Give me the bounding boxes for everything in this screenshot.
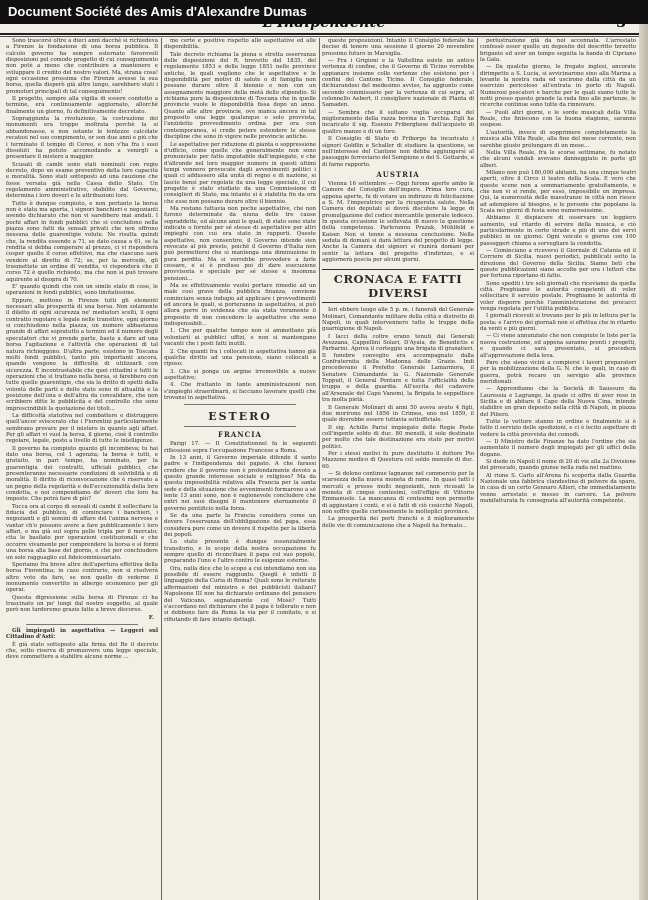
masthead-rule-thin (0, 36, 648, 37)
column-3 (322, 38, 474, 900)
column-divider (161, 38, 162, 900)
paragraph: Sono spediti i tre soli giornali che riceviamo da quella città. Preghiamo le autorità competenti di voler sollecitare il servizio postale. Preghiamo le autorità di voler disporre perchè l'amministrazione dei procacci venga regolata per l'utilità pubblica. (480, 280, 636, 313)
paragraph: Il sig. Achille Parisi impiegato delle Regie Poste coll'ingente soldo di duc. 80 mensili, il sole destinato per molto che tale destinazione era stato per motivi politici. (322, 424, 474, 450)
paragraph: Scusati di cambi sono stati nominati con regio decreto, dopo un esame preventivo della loro capacità e moralità. Sono stati sottoposti ad una cauzione che fosse versata già nella Cassa dello Stato. Un regolamento amministrativo, stabilito dal Governo, determina i loro doveri e le attribuzioni loro. (6, 161, 158, 200)
paragraph: — Cominciano a riceversi il Giornale di Catania ed il Corriere di Sicilia, nuovi periodici, pubblicati sotto la direzione del Governo della Sicilia. Siamo lieti che queste pubblicazioni siano accolte per ora i lettori che per fortuna riportano di fatto. (480, 248, 636, 280)
paragraph: — Fra i Grigioni e la Valtellina esiste un antico vertenza di confine, che il Governo di Ticino vorrebbe appianare insieme colle vertenze che esistono per i confini del Cantone Ticino. Il Consiglio federale, dichiarandosi del medesimo avviso, ha aggiunto come secondo commissario per la vertenza di cui sopra, al colonnello Aebert, il consigliere nazionale di Planta di Samaden. (322, 58, 474, 109)
paragraph: — Ci viene annunziato che non compiute le liste per la nuova costruzione, ed appena saranno pronti i progetti, e quando ci sarà presentato, si procederà all'approvazione della leva. (480, 333, 636, 359)
paragraph: Il progetto, sempre alla vigilia di essere condotto a termine, era continuamente aggiornato, allorchè finalmente un giorno, fu definitivamente decretato. (6, 96, 158, 115)
paragraph: Ieri ebbero luogo alle 5 p. m. i funerali del Generale Molinari, Comandante militare della città e distretto di Napoli, in quali intervennero tutte le truppe della guarnigione di Napoli. (322, 307, 474, 333)
column-1 (6, 38, 158, 900)
paragraph: 2. Che quanti fra i collocati in aspettativa hanno già qualche diritto ad una pensione, siano collocati a riposo; (164, 348, 316, 368)
paragraph: Il Consiglio di Stato di Friborgo ha incaricato i signori Goldlin e Schaller di studiare la questione, se nell'interesse del Cantone non debba aggiungersi al passaggio ferroviario del Sempione o del S. Gottardo, e di farne rapporto. (322, 136, 474, 168)
paragraph: Ma se effettivamente vuolsi portare rimedio ad un male così grave della pubblica finanza, conviene cominciare senza indugio ad applicare i provvedimenti ed ancora le quali, si porteranno in aspettativa, si può allora porre in evidenza che sia stata veramente il proposito di non concedere le aspettative che sono indispensabili... (164, 283, 316, 328)
paragraph: Speriamo fra breve altre dell'apertura effettiva della borsa Fiorentina; in caso contrario, non si risolverà altro voto da fare, se non quello di vederne il monumento convertito in albergo economico per gli operai. (6, 561, 158, 594)
article-lead: Gli impiegati in aspettativa — Leggeri sul Cittadino d'Asti: (6, 627, 158, 641)
paragraph: Sono trascorsi oltre a dieci anni dacchè si richiedeva a Firenze la fondazione di una borsa pubblica. Il calcolo governo ha sempre esternato favorevoli disposizioni pel comodo progetto di cui conseguimento non potè a meno che contribuire a mantenere e sviluppare il credito del nostro valori. Ma, strana cosa! ogni occasione prossima che Firenze avesse la sua borsa, quella disperò già altre lungo, sarebbero stati i promotori principali di tal conseguimento! (6, 38, 158, 95)
paragraph: E' quando quindi che con un simile stato di cose, le operazioni in fondi pubblici, sono limitatissime. (6, 284, 158, 297)
subheading-austria: AUSTRIA (376, 169, 420, 179)
newspaper-page (0, 15, 648, 900)
section-heading-cronaca: CRONACA E FATTI DIVERSI (322, 269, 474, 303)
separator-rule (184, 404, 296, 405)
column-divider (477, 38, 478, 900)
paragraph: Tutte le vetture stanno in ordine e finalmente si è fatto il servizio delle spedizioni, e ci è lecito aspettare di vedere la città provvista dei comodi. (480, 418, 636, 438)
page-number: 3 (616, 15, 626, 31)
section-heading-estero: ESTERO (208, 410, 272, 424)
paragraph: È già stato sottoposto alla firma del Re il decreto che, sotto riserva di promuovere una legge speciale, deve commettere a stabilire alcune norme ... (6, 641, 158, 661)
paragraph: Se da una parte la Francia considera come un dovere l'osservanza dell'obbligazione del papa, essa considera pure come un dovere il rispetto per la libertà dei popoli. (164, 513, 316, 539)
paragraph: — Puoli altri giorni, e le sorde musicali della Villa Reale, che finiscono con la buona stagione, saranno sospese. (480, 109, 636, 129)
paragraph: 1. Che per qualche tempo non si ammettano più volontarii ai pubblici uffizi, e non si mantengano vacanti che i posti fatti inutili. (164, 328, 316, 348)
paragraph: Tale decreto richiama la piena e stretta osservanza delle disposizioni del R. brevetto del 1835, del regolamento 1853 e della legge 1851 nelle province antiche, le quali vogliono che le aspettative e le disponibilità per motivi di salute o di famiglia non possano durare oltre il biennio e non con un assegnamento maggiore della metà dello stipendio. Si richiama pure la disposizione di Toscana che in quelle provincie vuole le disponibilità fissa dopo un anno. Quanto alle altre provincie, ove manca ancora in tal proposito una legge qualunque o solo provvista, l'anzidetto provvedimento ordina per ora con contemporanea, si crede potere estendere le stesse discipline che sono in vigore nelle provincie antiche. (164, 51, 316, 141)
signature: F. (148, 614, 154, 621)
paragraph: Sopraggiunta la rivoluzione, la costruzione dei monumenti era troppo inoltrata perchè la si abbandonasse, e non ostante le lentezze calcolate recatosi nel suo compimento, or son due anni e più che i terminato il tempio di Cereo, e non v'ha fra i suoi dissoluti ha potuto accomodando a venirgli a presentare il mistero a maggior. (6, 116, 158, 161)
paragraph: La difficoltà statutiva nel combattere e distruggere quell'ancor sviscerato che i Fiorentini particolarmente sembrano provare per il mistero in quanto agli affari. Per gli affari vi vuol la borsa, il giorno, cioè il controllo regolare, legale, posto a livello di tutte le intelligenze. (6, 412, 158, 445)
paragraph: Il governo ha compiuto quanto gli incombeva; tu hai dato una borsa, col 1 agenzia; la borsa è tutti, e gratuito, in pari tempo, ha nominato, per la guarentigia dei contratti, ufficiali pubblici, che presenteranno necessarie condizioni di solvibilità e di moralità. Il diritto di riconvocazione che è riservato a un pegno della regolarità e dell'eccezionalità della loro condotta, e noi compendiamo de' doveri che loro ha imposto. Che potrà fare di più? (6, 445, 158, 503)
paragraph: queste proposizioni. Intanto il Consiglio federale ha deciso di tenere una sessione il giorno 20 novembre prossimo futuro in Marsiglia. (322, 38, 474, 57)
paragraph: Tocca ora al corpo di sensali di cambi il sollecitare la fiducia del pubblico, di cominciare i banchieri, i negozianti e gli uomini di affare del l'anima nervose e vantar ch'e possono avere a fare pubblicamente i loro affari, e ma già sul sopra pelle tripla per il mercato; cita le basilato por operazioni costituzionali e che occorre vivamente per comprendere la borsa e si formi una borsa alla base del giorno, e che per conchiudere un solo ragguaglio sul fideicommissariato. (6, 503, 158, 561)
subheading-francia: FRANCIA (218, 430, 262, 440)
paragraph: La prosperità dei porti franchi e il miglioramento delle vie di comunicazione che a Napoli ha formato... (322, 516, 474, 529)
paragraph: Le aspettative per riduzione di pianta o soppressione d'ufficio, come quelle che generalmente non sono pronunciate per fatto imputabile dall'impiegato, e che d'altronde nel loro maggior numero in questi ultimi tempi vennero provocate dagli avvenimenti politici i quali ci addussero alla unità di regno e di nazione, si lascio bensì per regolate da una legge speciale, il cui progetto è stato studiato da una Commissione di consiglieri di Stato, ma intanto si è stabilita fin da ora che esse non possano durare oltre il biennio. (164, 141, 316, 205)
paragraph: me certe e positive rispetto alle aspettative ed alle disponibilità. (164, 38, 316, 51)
paragraph: Ma restano tuttavia non poche aspettative, che non furono determinate da niuna delle tre cause sopraddette, ed alcune anzi le quali, di stato sono state indicate o fornite per sé stesse di aspettative per altri impieghi con cui era stato in rapporti. Queste aspettative, non consentire, il Governo intende sien revocate al più presto, poichè il Governo d'Italia non può permettersi che si mantenga una diminuzione in pura perdita. Ma si vorrebbe provvedere a farle cessare, e si è prefisso poi di dare esecuzione provvisoria e speciale per sé stesse e insomma pensioni... (164, 205, 316, 282)
paragraph: I giornali ricevuti si trovano per lo più in lettura per la posta; e l'arrivo dei giornali non si effettua che in ritardo da venti e più giorni. (480, 313, 636, 333)
paragraph: — Sembra che il sultano voglia occuparsi del miglioramento della razza bovina in Turchia. Egli ha incaricato il sig. Essexiu Friberghese dell'acquisto di qualtro manze e di un toro. (322, 109, 474, 135)
paragraph: Per i stessi motivi fu pure destituito il dottore Pio Mazzone medico di Questura col soldo mensile di duc. 60. (322, 450, 474, 470)
paragraph: Milano non può 180,000 abitanti, ha una cinque teatri aperti, oltre il Circo il teatro della Scala. E vero che queste scene non a sommariamente gratuitamente, e che non vi si rende, per esso, impossibile un impresa. Qui, la numerosità delle maestranze in città non riesce ad adempiere al bisogno, e le persone che popolano la Scala nei giorni di festa sono numerosissime. (480, 169, 636, 214)
paragraph: 4. Che frattanto in tante amministrazioni non s'impieghi straordinarii, si facciano lavorare quelli che trovansi in aspettativa. (164, 382, 316, 401)
document-banner: Document Société des Amis d'Alexandre Dumas (0, 0, 648, 24)
paragraph: Si diede in Napoli il nome di 20 di vie alla 2a Divisione del piroscafo, quando giunse nella rada nel mattino. (480, 459, 636, 472)
paragraph: — Apprendiamo che la Società di Saussure da Lauressia e Lagrange, la quale ci offre di aver reso in Sicilia e di abitare il Capo della Nuova Cina, intende stabilire un gran deposito nella città di Napoli, in piazza del Piliero. (480, 386, 636, 418)
separator-rule (26, 624, 138, 625)
paragraph: I lacci della coltre erano tenuti dai Generali Avezzana, Cappellini Solari, D'Ayala, de Benedictis e Parbarini. Apriva il corteggio una brigata di granatieri. Il funebre convoglio era accompagnato dalla Confraternita della Madonna delle Grazie. Indi procedevano il Prefetto Generale Lamarmora, il Senatore Comandante la G. Nazionale Generale Toppuit, il General Pontare e tutta l'ufficialità della truppa e della guardia. All'uscita del cadavere all'Arsenale del Capo Vanomi, la Brigata lo seppellisce tra molta pietà. (322, 333, 474, 404)
paragraph: Il Generale Molinari di anni 50 aveva avuto 4 figli, due morirono nel 1856 in Crimea, uno nel 1859, il quale dovrebbe essere tuttavia sottufficiale. (322, 404, 474, 424)
paragraph: Tutto è dunque compiuto, e non pertanto la borsa non è stata ma aperta, i signori banchieri e negozianti avendo dichiarato che non vi sarebbero mai andati. I pochi affari in fondi pubblici che si concludono nella piazza sono fatti da sensali privati che non offrono nessuna delle guarentigie volute. Ne risulta quindi che, la rendita essendo a 71, se dato causa a 61, se la rendita si debba comperare al prezzo, ci vi risponderà cosper quello il corso effettivo, ma che ciascuno sarà vendere al diretto di 72; se, per la mercede, gli trasmettete un ordine di vendita, vi risponderà che il corso 72 è quello richiesto, ma che non si può trovare aquirente al disopra di 70. (6, 200, 158, 283)
column-divider (319, 38, 320, 900)
paragraph: Al rione S. Carlo all'Arena fu scoperta dalla Guardia Nazionale una fabbrica clandestina di polvere da sparo, in casa di un certo Gennaro Allieri, che immediatamente venne arrestato e messo in carcere. La polvere manifatturata fu consegnata all'autorità competente. (480, 472, 636, 505)
paragraph: Vienna 16 settembre — Oggi furono aperte ambo le Camere del Consiglio dell'impero. Prima loro cura, appena aperte, fu di votare un indirizzo di felicitazione a S. M. l'imperatrice per la ricuperata salute. Nella Camera dei deputati si dovrà discutere la legge di promulgazione del codice mercantile generale tedesco. In questa occasione le sollevata di nuovo la questione della competenza. Parleranno Prazak, Mühlfeld e Kaiser. Non si tenne a nessuna conclusione. Nella seduta di domani si darà lettura del progetto di legge. Anche la Camera dei signori si riunirà domani per sentir la lettura del progetto d'indirizzo, e si aggiornerà poscia per alcuni giorni. (322, 180, 474, 263)
paragraph: In 13 anni, il Governo imperiale difende il santo padre e l'indipendenza del papato. A che farassi credere che il governo non è profondamente devoto a questo grande interesse sociale e religioso? Ma da questa impossibilità relativa alla Francia per la santa sede e della situazione che avvenimenti formarono a sé lente 13 anni sono, non è ragionevole concludere che entri nei suoi disegni il mantenere eternamente il governo pontificio nella forza. (164, 454, 316, 512)
paragraph: — Il Ministro delle Finanze ha dato l'ordine che sia aumentato il numero degli impiegati per gli uffici delle dogane. (480, 438, 636, 458)
paragraph: Nella Villa Reale, fra le scorse settimane, fu notato che alcuni vandali avevano danneggiato in parte gli alberi. (480, 149, 636, 169)
paragraph: perlustrazione già da noi accennata. L'arrestato confessò esser quello un deposito del descritto terzetto brigante ed aver un tempo seguita la banda di Cipriano la Gala. (480, 38, 636, 64)
column-2 (164, 38, 316, 900)
paragraph: Abbiamo il dispiacere di osservare un leggiero aumento, sul ritardo di servire della musica, e ciò particolarmente in certe strade e più di uno dei servi pubblici in un giorno. Ogni veicolo e giorno con 100 passeggeri chiama a sorvegliare la condotta. (480, 215, 636, 247)
separator-rule (184, 426, 296, 427)
paragraph: Lo stato presente è dunque essenzialmente transitorio, e lo scopo della nostra occupazione fu sempre quello di riconciliare il papa col suo popolo, preparando l'uno e l'altro contro le esigenze esterne. (164, 539, 316, 565)
paragraph: 3. Che si ponga un argine irremovibile a nuove aspettative; (164, 368, 316, 381)
paragraph: Parigi 17. — Il Constitutionnel fa le seguenti riflessioni sopra l'occupazione Francese a Roma. (164, 441, 316, 454)
paragraph: Pare che sieno vicini a compiersi i lavori preparatori per la mobilizzazione della G. N. che le quali, in caso di guerra, potrà recare un servigio alle province meridionali. (480, 359, 636, 385)
paragraph: — Da qualche giorno, le fregate inglesi, ancorate dirimpetto a S. Lucia, si avvicinarono sino alla Marina a levante la nostra rada ed uscirono dalla città da un esercizio pericoloso all'entrata in porto di Napoli. Numerosi pescatori e barche per le quali siamo tutte le notti presso questo grande la rada fino alle partenze, le ricerche continue sono tutte da rinnovare. (480, 64, 636, 109)
paragraph: Questa digressione sulla borsa di Firenze ci ha trascinato un po' lungi dal nostro soggetto, al quale però non tarderemo grazie fatte a breve discorso. (6, 594, 158, 614)
paragraph: Ora, nulla dice che lo scopo a cui intendiamo non sia possibile di essere raggiunto. Quegli è infatti il linguaggio della Curia di Roma? Quali sono le reiterate affermazioni del ministro e dei pubblicisti italiani? Napoleone III non ha dichiarato ordinano del pensiero del Vaticano, segnatamente col Mosè? Tutti s'accordano nel dichiarare che il papa è tollerato e non si debbono fare da Roma la via per il comitato, e si rifiutando di fare intanto dettagli. (164, 565, 316, 623)
paragraph: — Si dolono continue lagnanze nel commercio per la scarsezza della nuova moneta di rame. In quasi tutti i mercati e presso molti negozianti, non ricusati la moneta di cinque centesimi, coll'effigie di Vittorio Emmanuele. La mancanza di centesimi non permette di aggiustare i conti, e si è fatti di ciò cosicché Napoli, non soffre quelle cortesemente le molteplici province. (322, 470, 474, 515)
page-edge (639, 24, 648, 900)
paragraph: L'autorità, invece di sopprimere completamente la musica alla Villa Reale, alla fine del mese corrente, non sarebbe giusto prolungare di un mese... (480, 129, 636, 149)
masthead-rule (0, 33, 648, 35)
masthead-title: L'Indipendente (262, 15, 386, 31)
paragraph: Eppure, mettono in Firenze tutti gli elementi necessari alla prosperità di una borsa. Non solamente il diletto di ogni sicurezza ne' mediatori scelti, il ogni contratto regolare e legale nelle transitive, ogni giorno si conchiudono nella piazza, un numero abbastanza grande di affari sopratutto a termini ed il numero degli speculatori che vi prende parte, basta a dare ad una borsa l'agitazione e l'attività che operazioni di tal natura richieggono. D'altra parte, esistono in Toscana molti fondi pubblici, tanto più importanti ancora, quando vengono la difficoltà di utilizzarli con sicurezza. È incontrastabile che quei cittadini e tutti le operazioni che si trattano nella borsa, si farebbero con tutte quelle guarentigie, che sia la dritto di spetti dalla volontà delle parti e dello stato sono di attualità e la posizione dell'una e dell'altra da convalidare, che non scribbero ditte le pubblicità e del controllo che sono imprescindibili la quotazione dei titoli... (6, 297, 158, 412)
column-4 (480, 38, 636, 900)
